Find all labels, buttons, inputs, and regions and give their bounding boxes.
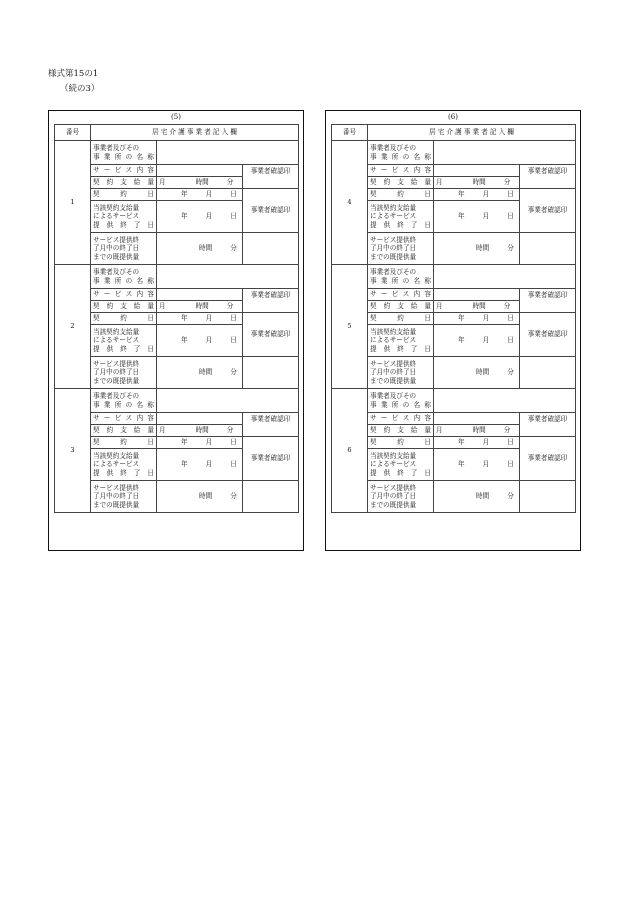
contract-amount-label: 契約支給量: [368, 425, 434, 437]
provider-name-label: 事業者及びその 事業所の名称: [368, 141, 434, 165]
used-amount-field[interactable]: 時間 分: [434, 357, 520, 389]
confirm-stamp-2: 事業者確認印: [520, 437, 576, 481]
contract-date-field[interactable]: 年 月 日: [434, 437, 520, 449]
used-amount-field[interactable]: 時間 分: [157, 233, 243, 265]
end-date-field[interactable]: 年 月 日: [434, 449, 520, 481]
end-date-label: 当該契約支給量 によるサービス 提供終了日: [91, 449, 157, 481]
service-content-label: サービス内容: [368, 289, 434, 301]
provider-name-label: 事業者及びその 事業所の名称: [91, 389, 157, 413]
confirm-stamp-1: 事業者確認印: [520, 165, 576, 189]
contract-date-label: 契約日: [368, 189, 434, 201]
service-content-field[interactable]: [157, 289, 243, 301]
entry-table: [54, 124, 299, 513]
entry-number: 6: [332, 389, 368, 513]
contract-date-field[interactable]: 年 月 日: [157, 189, 243, 201]
confirm-stamp-2: 事業者確認印: [520, 313, 576, 357]
contract-amount-label: 契約支給量: [91, 301, 157, 313]
contract-amount-field[interactable]: 月 時間 分: [434, 425, 520, 437]
end-date-label: 当該契約支給量 によるサービス 提供終了日: [368, 325, 434, 357]
end-date-field[interactable]: 年 月 日: [157, 449, 243, 481]
used-amount-blank: [243, 357, 299, 389]
provider-name-field[interactable]: [157, 141, 299, 165]
panel-6: [325, 110, 581, 551]
contract-amount-field[interactable]: 月 時間 分: [434, 177, 520, 189]
entry-6: [332, 389, 576, 513]
service-content-field[interactable]: [434, 289, 520, 301]
confirm-stamp-1: 事業者確認印: [243, 289, 299, 313]
used-amount-label: サービス提供終 了月中の終了日 までの既提供量: [91, 357, 157, 389]
entry-table: [331, 124, 576, 513]
provider-name-field[interactable]: [157, 265, 299, 289]
entry-2: [55, 265, 299, 389]
used-amount-label: サービス提供終 了月中の終了日 までの既提供量: [368, 357, 434, 389]
used-amount-label: サービス提供終 了月中の終了日 までの既提供量: [91, 481, 157, 513]
end-date-label: 当該契約支給量 によるサービス 提供終了日: [368, 201, 434, 233]
contract-date-field[interactable]: 年 月 日: [157, 313, 243, 325]
end-date-field[interactable]: 年 月 日: [434, 325, 520, 357]
panel-title: (5): [171, 113, 181, 121]
entry-number: 5: [332, 265, 368, 389]
service-content-label: サービス内容: [368, 165, 434, 177]
contract-date-label: 契約日: [368, 437, 434, 449]
provider-name-field[interactable]: [434, 141, 576, 165]
contract-amount-label: 契約支給量: [368, 177, 434, 189]
used-amount-label: サービス提供終 了月中の終了日 までの既提供量: [368, 233, 434, 265]
confirm-stamp-2: 事業者確認印: [243, 437, 299, 481]
confirm-stamp-1: 事業者確認印: [243, 413, 299, 437]
contract-date-label: 契約日: [91, 189, 157, 201]
confirm-stamp-2: 事業者確認印: [520, 189, 576, 233]
contract-date-field[interactable]: 年 月 日: [157, 437, 243, 449]
confirm-stamp-1: 事業者確認印: [520, 413, 576, 437]
used-amount-label: サービス提供終 了月中の終了日 までの既提供量: [368, 481, 434, 513]
used-amount-blank: [520, 233, 576, 265]
col-header: 居 宅 介 護 事 業 者 記 入 欄: [91, 125, 299, 141]
end-date-field[interactable]: 年 月 日: [434, 201, 520, 233]
end-date-label: 当該契約支給量 によるサービス 提供終了日: [91, 201, 157, 233]
confirm-stamp-1: 事業者確認印: [520, 289, 576, 313]
provider-name-label: 事業者及びその 事業所の名称: [91, 265, 157, 289]
contract-date-label: 契約日: [368, 313, 434, 325]
end-date-label: 当該契約支給量 によるサービス 提供終了日: [91, 325, 157, 357]
service-content-field[interactable]: [157, 165, 243, 177]
contract-amount-label: 契約支給量: [91, 425, 157, 437]
contract-amount-field[interactable]: 月 時間 分: [157, 301, 243, 313]
service-content-label: サービス内容: [368, 413, 434, 425]
service-content-field[interactable]: [157, 413, 243, 425]
used-amount-blank: [520, 357, 576, 389]
used-amount-blank: [243, 233, 299, 265]
used-amount-field[interactable]: 時間 分: [157, 481, 243, 513]
entry-3: [55, 389, 299, 513]
used-amount-blank: [243, 481, 299, 513]
contract-amount-field[interactable]: 月 時間 分: [157, 425, 243, 437]
entry-5: [332, 265, 576, 389]
used-amount-field[interactable]: 時間 分: [157, 357, 243, 389]
entry-1: [55, 141, 299, 265]
contract-date-label: 契約日: [91, 437, 157, 449]
contract-amount-label: 契約支給量: [91, 177, 157, 189]
provider-name-field[interactable]: [434, 265, 576, 289]
num-header: 番号: [55, 125, 91, 141]
col-header: 居 宅 介 護 事 業 者 記 入 欄: [368, 125, 576, 141]
entry-number: 2: [55, 265, 91, 389]
used-amount-blank: [520, 481, 576, 513]
panel-title: (6): [448, 113, 458, 121]
used-amount-label: サービス提供終 了月中の終了日 までの既提供量: [91, 233, 157, 265]
entry-4: [332, 141, 576, 265]
contract-amount-label: 契約支給量: [368, 301, 434, 313]
contract-amount-field[interactable]: 月 時間 分: [157, 177, 243, 189]
confirm-stamp-1: 事業者確認印: [243, 165, 299, 189]
provider-name-label: 事業者及びその 事業所の名称: [91, 141, 157, 165]
confirm-stamp-2: 事業者確認印: [243, 313, 299, 357]
end-date-field[interactable]: 年 月 日: [157, 325, 243, 357]
num-header: 番号: [332, 125, 368, 141]
end-date-label: 当該契約支給量 によるサービス 提供終了日: [368, 449, 434, 481]
contract-date-field[interactable]: 年 月 日: [434, 313, 520, 325]
service-content-label: サービス内容: [91, 165, 157, 177]
panel-5: [48, 110, 304, 551]
confirm-stamp-2: 事業者確認印: [243, 189, 299, 233]
form-subtitle: （続の3）: [60, 84, 100, 94]
form-title: 様式第15の1: [48, 69, 99, 79]
contract-date-label: 契約日: [91, 313, 157, 325]
contract-amount-field[interactable]: 月 時間 分: [434, 301, 520, 313]
service-content-field[interactable]: [434, 165, 520, 177]
entry-number: 3: [55, 389, 91, 513]
end-date-field[interactable]: 年 月 日: [157, 201, 243, 233]
entry-number: 4: [332, 141, 368, 265]
provider-name-label: 事業者及びその 事業所の名称: [368, 265, 434, 289]
used-amount-field[interactable]: 時間 分: [434, 233, 520, 265]
provider-name-field[interactable]: [157, 389, 299, 413]
provider-name-field[interactable]: [434, 389, 576, 413]
used-amount-field[interactable]: 時間 分: [434, 481, 520, 513]
service-content-label: サービス内容: [91, 289, 157, 301]
service-content-field[interactable]: [434, 413, 520, 425]
contract-date-field[interactable]: 年 月 日: [434, 189, 520, 201]
provider-name-label: 事業者及びその 事業所の名称: [368, 389, 434, 413]
entry-number: 1: [55, 141, 91, 265]
service-content-label: サービス内容: [91, 413, 157, 425]
